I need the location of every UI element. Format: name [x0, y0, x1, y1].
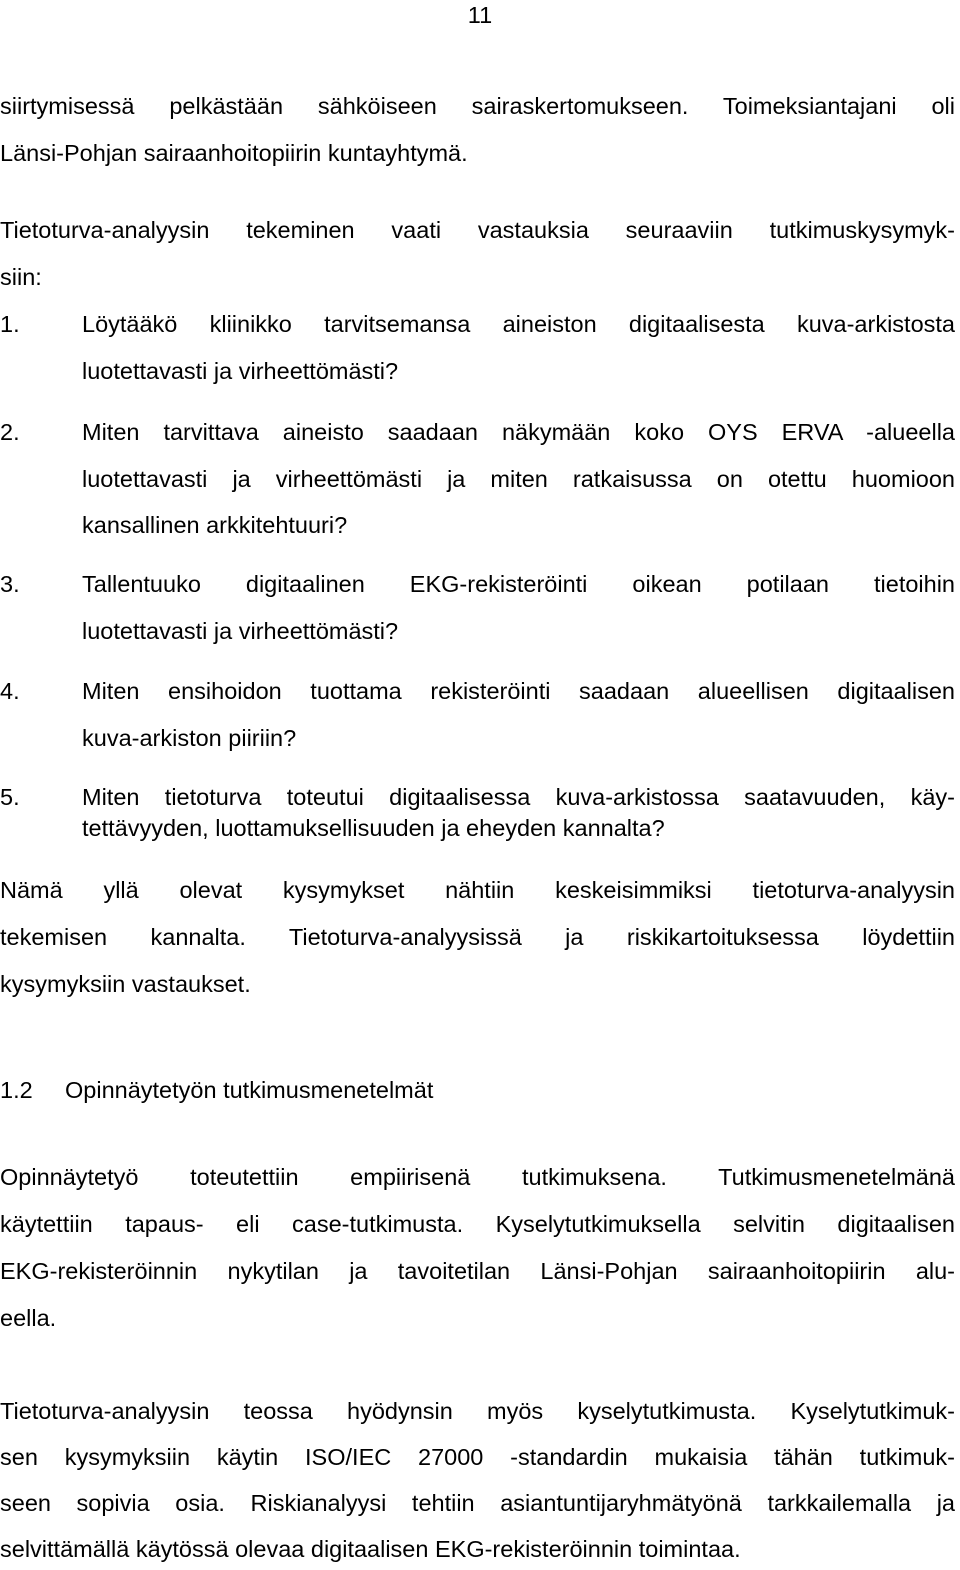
text-line: Miten tarvittava aineisto saadaan näkymään koko OYS ERVA -alueella [82, 419, 955, 445]
text-line: siirtymisessä pelkästään sähköiseen sairaskertomukseen. Toimeksiantajani oli [0, 93, 955, 119]
text-line: eella. [0, 1305, 57, 1331]
text-line: Länsi-Pohjan sairaanhoitopiirin kuntayhtymä. [0, 140, 468, 166]
text-line: Tallentuuko digitaalinen EKG-rekisteröinti oikean potilaan tietoihin [82, 571, 955, 597]
text-line: EKG-rekisteröinnin nykytilan ja tavoitetilan Länsi-Pohjan sairaanhoitopiirin alu- [0, 1258, 955, 1284]
text-line: Nämä yllä olevat kysymykset nähtiin keskeisimmiksi tietoturva-analyysin [0, 877, 955, 903]
text-line: Miten ensihoidon tuottama rekisteröinti saadaan alueellisen digitaalisen [82, 678, 955, 704]
text-line: Opinnäytetyö toteutettiin empiirisenä tutkimuksena. Tutkimusmenetelmänä [0, 1164, 955, 1190]
text-line: siin: [0, 264, 42, 290]
list-item-number: 3. [0, 571, 20, 597]
text-line: tekemisen kannalta. Tietoturva-analyysissä ja riskikartoituksessa löydettiin [0, 924, 955, 950]
text-line: luotettavasti ja virheettömästi ja miten ratkaisussa on otettu huomioon [82, 466, 955, 492]
list-item-number: 5. [0, 784, 20, 810]
text-line: Tietoturva-analyysin tekeminen vaati vastauksia seuraaviin tutkimuskysymyk- [0, 217, 955, 243]
text-line: tettävyyden, luottamuksellisuuden ja eheyden kannalta? [82, 815, 665, 841]
text-line: Tietoturva-analyysin teossa hyödynsin myös kyselytutkimusta. Kyselytutkimuk- [0, 1398, 955, 1424]
section-title: Opinnäytetyön tutkimusmenetelmät [65, 1077, 434, 1103]
list-item-number: 1. [0, 311, 20, 337]
text-line: kysymyksiin vastaukset. [0, 971, 251, 997]
text-line: kuva-arkiston piiriin? [82, 725, 297, 751]
text-line: seen sopivia osia. Riskianalyysi tehtiin asiantuntijaryhmätyönä tarkkailemalla ja [0, 1490, 955, 1516]
text-line: Löytääkö kliinikko tarvitsemansa aineiston digitaalisesta kuva-arkistosta [82, 311, 955, 337]
text-line: luotettavasti ja virheettömästi? [82, 358, 399, 384]
section-number: 1.2 [0, 1077, 33, 1103]
text-line: käytettiin tapaus- eli case-tutkimusta. Kyselytutkimuksella selvitin digitaalisen [0, 1211, 955, 1237]
text-line: kansallinen arkkitehtuuri? [82, 512, 348, 538]
text-line: selvittämällä käytössä olevaa digitaalisen EKG-rekisteröinnin toimintaa. [0, 1536, 741, 1562]
list-item-number: 4. [0, 678, 20, 704]
page-number: 11 [467, 2, 493, 28]
text-line: luotettavasti ja virheettömästi? [82, 618, 399, 644]
text-line: Miten tietoturva toteutui digitaalisessa kuva-arkistossa saatavuuden, käy- [82, 784, 955, 810]
text-line: sen kysymyksiin käytin ISO/IEC 27000 -standardin mukaisia tähän tutkimuk- [0, 1444, 955, 1470]
list-item-number: 2. [0, 419, 20, 445]
